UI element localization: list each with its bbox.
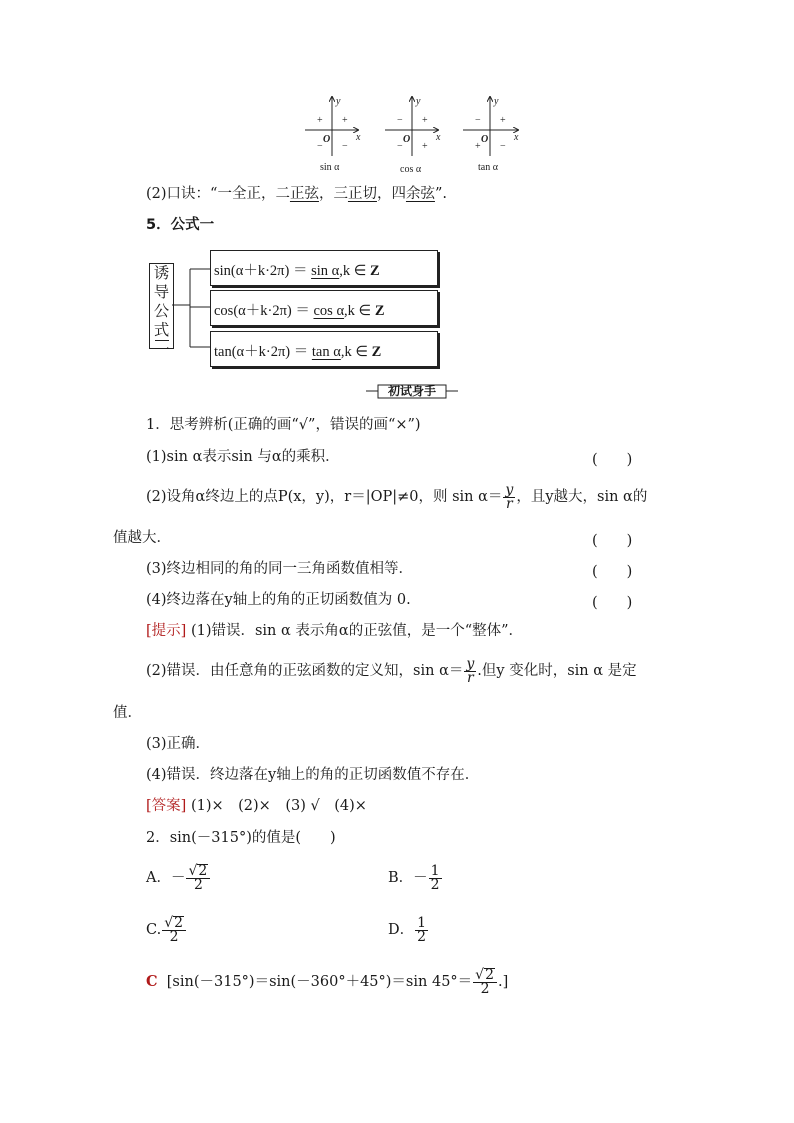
q2-option-b: B．－ $\frac{1}{2}$ xyxy=(388,862,440,893)
q1-item-3: (3)终边相同的角的同一三角函数值相等． xyxy=(146,561,414,577)
q1-hint-1: [提示] (1)错误．sin α 表示角α的正弦值，是一个“整体”． xyxy=(146,623,524,639)
formula-tan: tan(α＋k·2π) ＝ tan α,k ∈ Z xyxy=(210,331,438,367)
svg-text:+: + xyxy=(475,141,481,152)
svg-text:x: x xyxy=(514,132,519,143)
svg-text:+: + xyxy=(422,141,428,152)
svg-text:+: + xyxy=(500,115,506,126)
svg-text:y: y xyxy=(416,96,421,107)
cos-caption: cos α xyxy=(400,164,422,174)
tan-caption: tan α xyxy=(478,162,498,173)
q1-hint-3: (3)正确． xyxy=(146,736,211,752)
svg-text:+: + xyxy=(342,115,348,126)
q1-hint-2-cont: 值． xyxy=(113,705,142,721)
svg-text:−: − xyxy=(475,115,481,126)
q1-item-2-cont: 值越大． xyxy=(113,530,171,546)
q2-solution: C [sin(－315°)＝sin(－360°＋45°)＝sin 45°＝ $\frac{√2}{2}$ .] xyxy=(146,967,509,997)
svg-text:−: − xyxy=(342,141,348,152)
svg-text:O: O xyxy=(481,134,489,145)
svg-text:+: + xyxy=(317,115,323,126)
svg-text:−: − xyxy=(397,115,403,126)
sin-quadrant-figure xyxy=(305,96,361,173)
q2-option-d: D． $\frac{1}{2}$ xyxy=(388,914,427,945)
q1-item-4: (4)终边落在y轴上的角的正切函数值为 0. xyxy=(146,592,411,608)
q1-item-4-paren: ( ) xyxy=(592,595,633,611)
svg-text:O: O xyxy=(403,134,411,145)
svg-text:−: − xyxy=(397,141,403,152)
formula-cos: cos(α＋k·2π) ＝ cos α,k ∈ Z xyxy=(210,290,438,326)
sin-origin: O xyxy=(323,134,331,145)
y-over-r-fraction: $\frac{y}{r}$ xyxy=(505,481,514,512)
svg-text:x: x xyxy=(436,132,441,143)
q1-answer: [答案] (1)× (2)× (3) √ (4)× xyxy=(146,798,367,814)
answer-label: [答案] xyxy=(146,798,187,814)
q1-item-2-paren: ( ) xyxy=(592,533,633,549)
q1-item-1-paren: ( ) xyxy=(592,452,633,468)
induction-formula-label: 诱 导 公 式 一 xyxy=(149,263,174,349)
svg-text:−: − xyxy=(500,141,506,152)
formula-sin: sin(α＋k·2π) ＝ sin α,k ∈ Z xyxy=(210,250,438,286)
svg-text:y: y xyxy=(494,96,499,107)
section-tag: 初试身手 xyxy=(366,383,458,399)
q1-item-1: (1)sin α表示sin 与α的乘积． xyxy=(146,449,340,465)
sin-y-label: y xyxy=(336,96,341,107)
q1-hint-4: (4)错误．终边落在y轴上的角的正切函数值不存在． xyxy=(146,767,480,783)
tan-quadrant-figure xyxy=(463,96,519,173)
sin-x-label: x xyxy=(356,132,361,143)
q1-item-3-paren: ( ) xyxy=(592,564,633,580)
sin-caption: sin α xyxy=(320,162,340,173)
svg-text:−: − xyxy=(317,141,323,152)
bracket-connector xyxy=(172,262,212,354)
q2-option-a: A．－ $\frac{√2}{2}$ xyxy=(146,858,211,898)
q2-stem: 2．sin(－315°)的值是( ) xyxy=(146,830,336,846)
q1-hint-2: (2)错误．由任意角的正弦函数的定义知，sin α＝ $\frac{y}{r}$ .但y 变化时，sin α 是定 xyxy=(146,655,637,686)
q2-answer-letter: C xyxy=(146,973,158,990)
mnemonic-line: (2)口诀：“一全正，二正弦，三正切，四余弦”. xyxy=(146,186,447,202)
cos-quadrant-figure xyxy=(385,96,441,174)
section-5-heading: 5．公式一 xyxy=(146,217,215,233)
quadrant-sign-figures xyxy=(300,92,530,174)
svg-text:+: + xyxy=(422,115,428,126)
q1-stem: 1．思考辨析(正确的画“√”，错误的画“×”) xyxy=(146,417,421,433)
hint-label: [提示] xyxy=(146,623,187,639)
q1-item-2: (2)设角α终边上的点P(x，y)，r＝|OP|≠0，则 sin α＝ $\frac{y}{r}$ ，且y越大，sin α的 xyxy=(146,481,648,512)
q2-option-c: C. $\frac{√2}{2}$ xyxy=(146,910,187,950)
